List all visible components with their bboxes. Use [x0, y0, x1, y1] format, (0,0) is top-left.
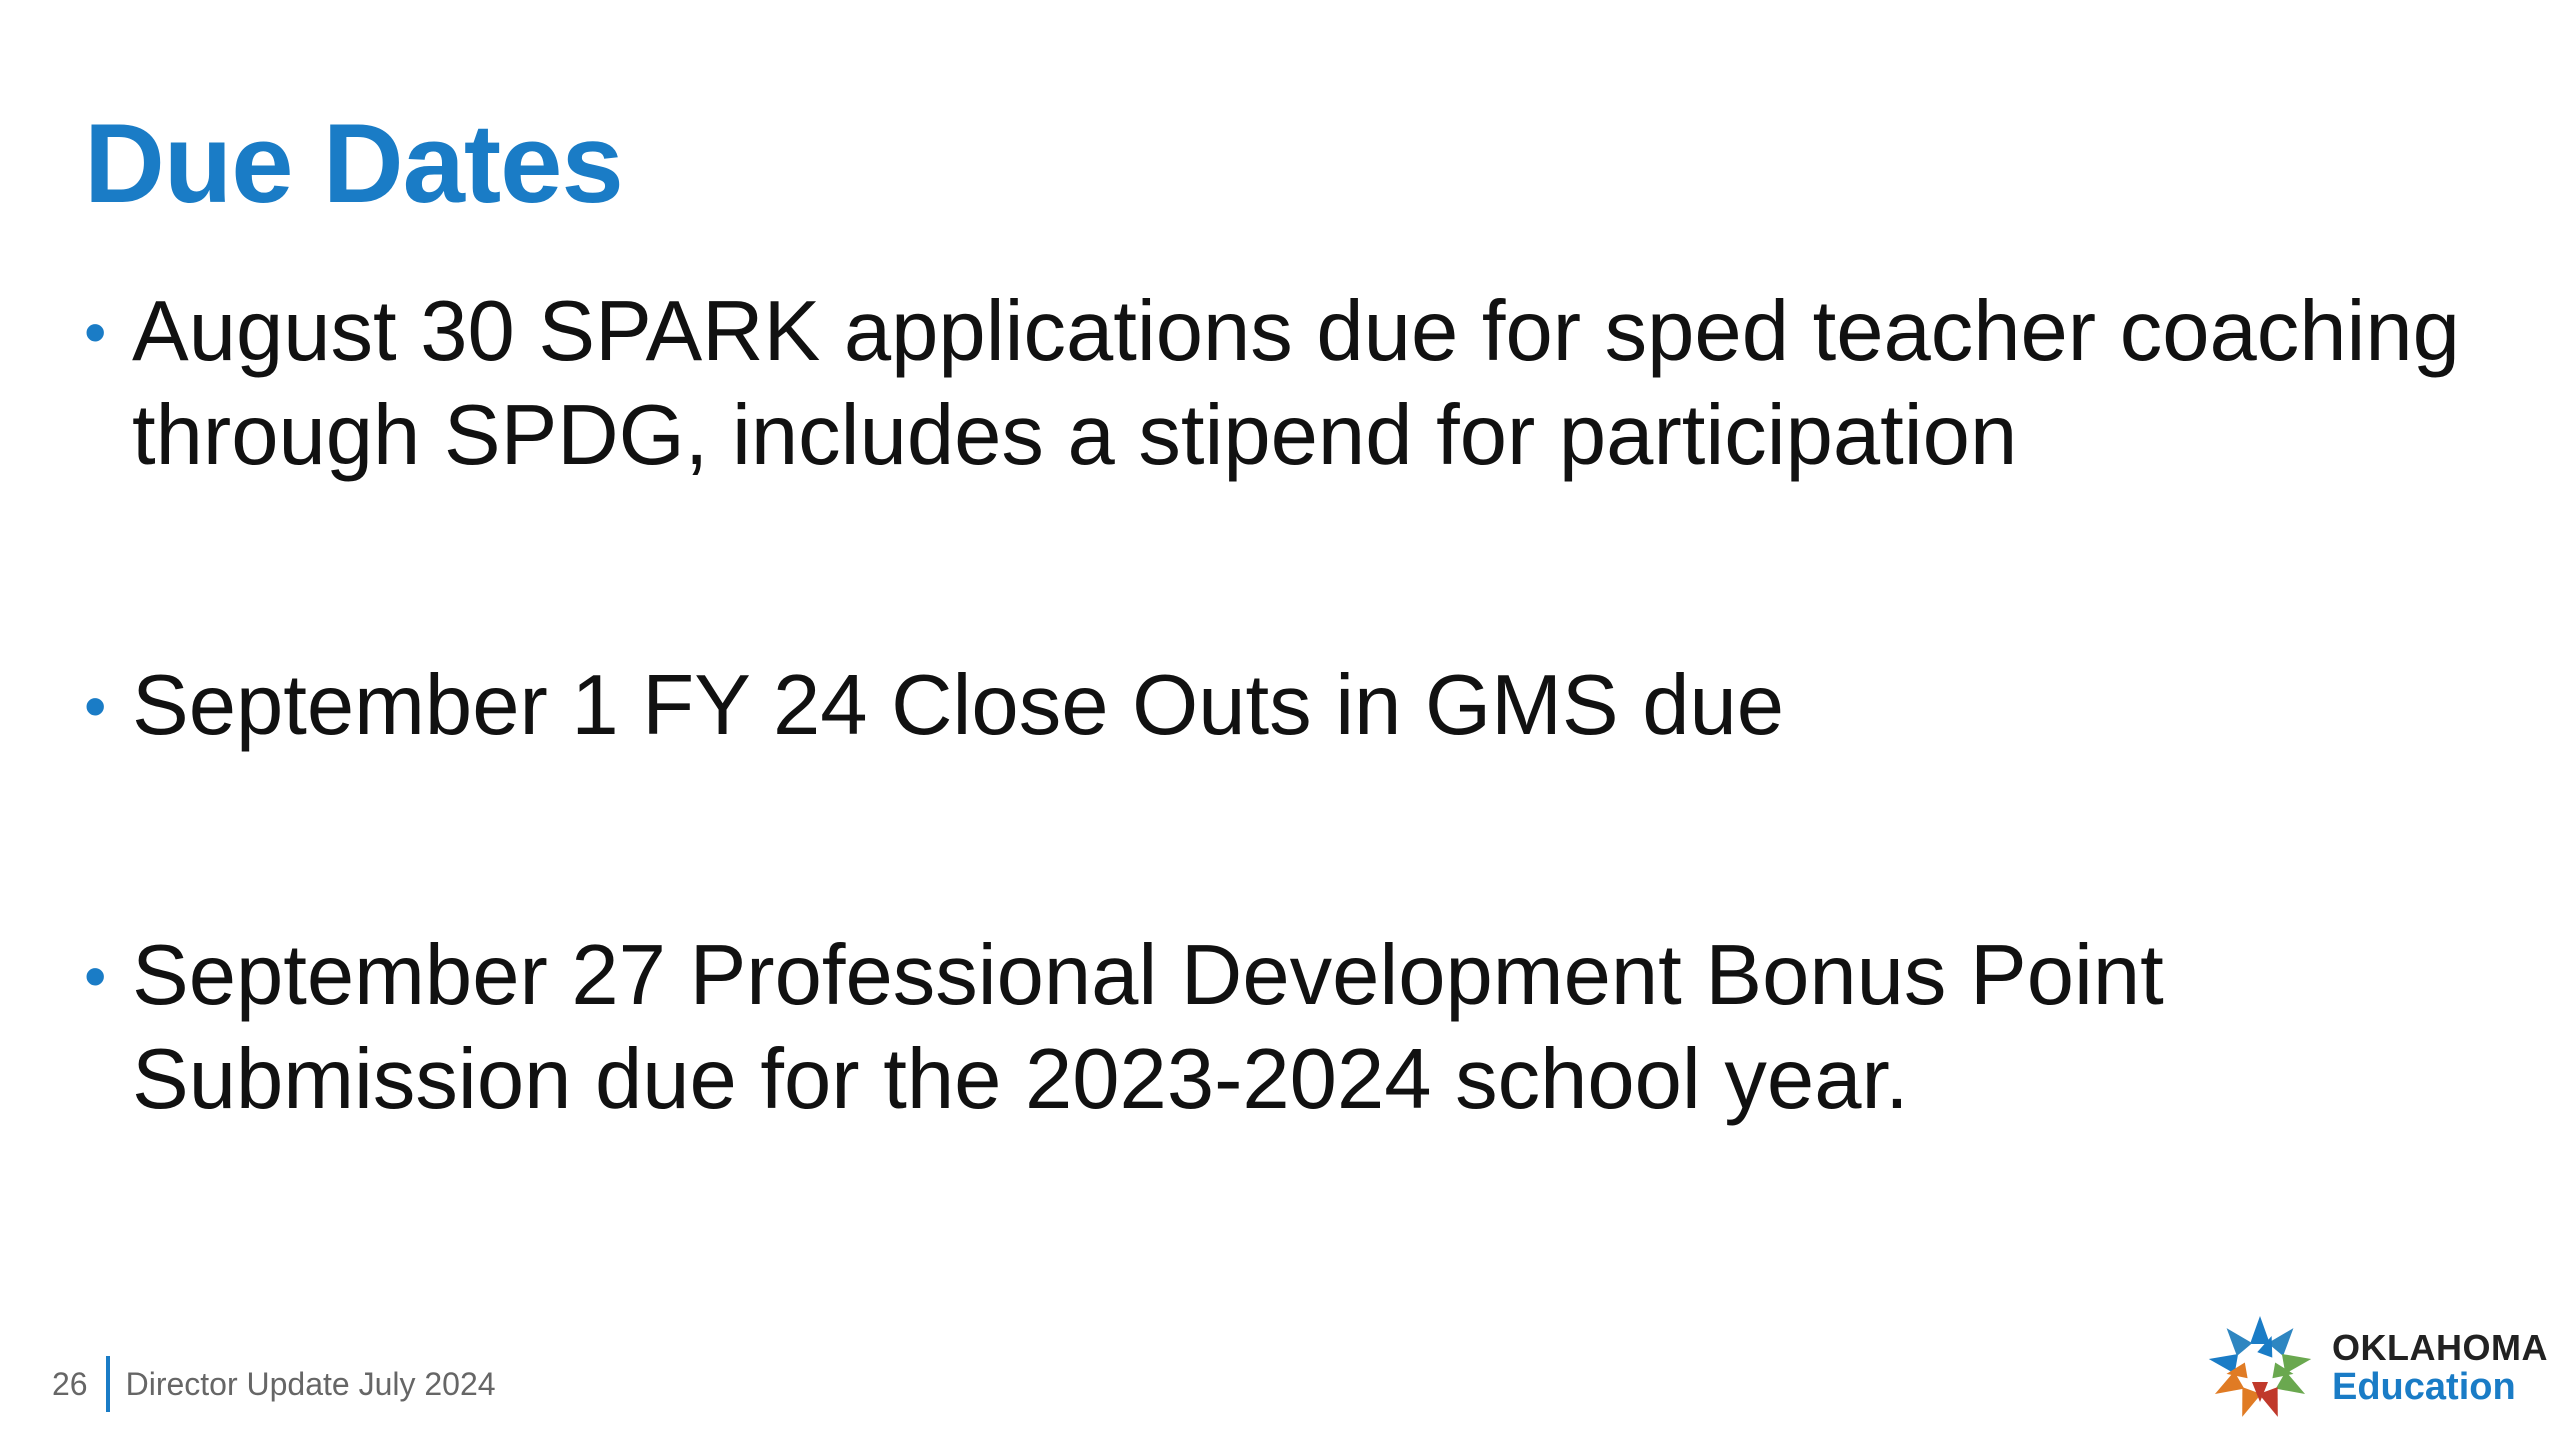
logo-text [2332, 1327, 2548, 1408]
bullet-item [84, 654, 2504, 758]
slide-title: Due Dates [84, 101, 623, 226]
bullet-text: September 1 FY 24 Close Outs in GMS due [132, 658, 1785, 753]
footer-text: Director Update July 2024 [125, 1365, 496, 1402]
oklahoma-education-logo [2200, 1312, 2548, 1424]
bullet-text: September 27 Professional Development Bonus Point Submission due for the 2023-2024 school year. [132, 928, 2164, 1127]
bullet-item [84, 924, 2504, 1132]
bullet-icon: • [84, 296, 107, 368]
star-logo-icon [2200, 1312, 2320, 1424]
bullet-text: August 30 SPARK applications due for sped teacher coaching through SPDG, includes a stipend for participation [132, 284, 2460, 483]
bullet-icon: • [84, 940, 107, 1012]
logo-line-oklahoma: OKLAHOMA [2332, 1327, 2548, 1368]
page-number: 26 [52, 1365, 88, 1402]
bullet-item [84, 280, 2504, 488]
logo-line-education: Education [2332, 1366, 2516, 1408]
footer-divider [106, 1356, 110, 1412]
bullet-icon: • [84, 670, 107, 742]
slide-footer [52, 1356, 496, 1412]
